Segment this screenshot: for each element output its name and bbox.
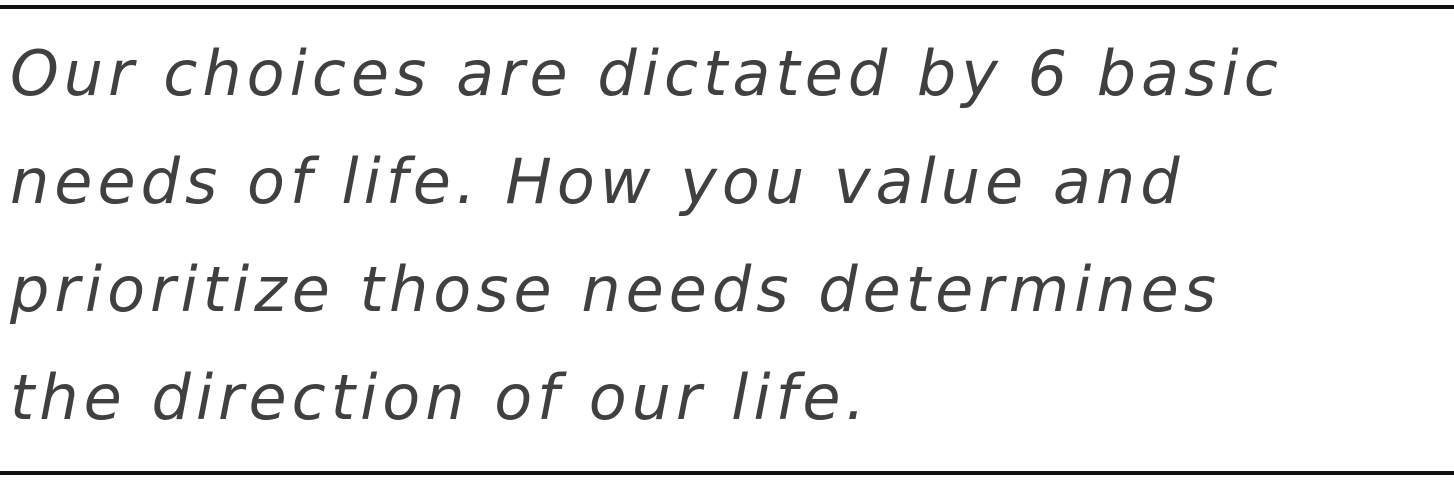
quote-line-4: the direction of our life. [10, 361, 871, 434]
quote-text [10, 20, 1450, 452]
top-rule [0, 5, 1454, 9]
quote-line-1: Our choices are dictated by 6 basic [10, 37, 1283, 110]
bottom-rule [0, 471, 1454, 475]
quote-line-2: needs of life. How you value and [10, 145, 1185, 218]
quote-line-3: prioritize those needs determines [10, 253, 1222, 326]
